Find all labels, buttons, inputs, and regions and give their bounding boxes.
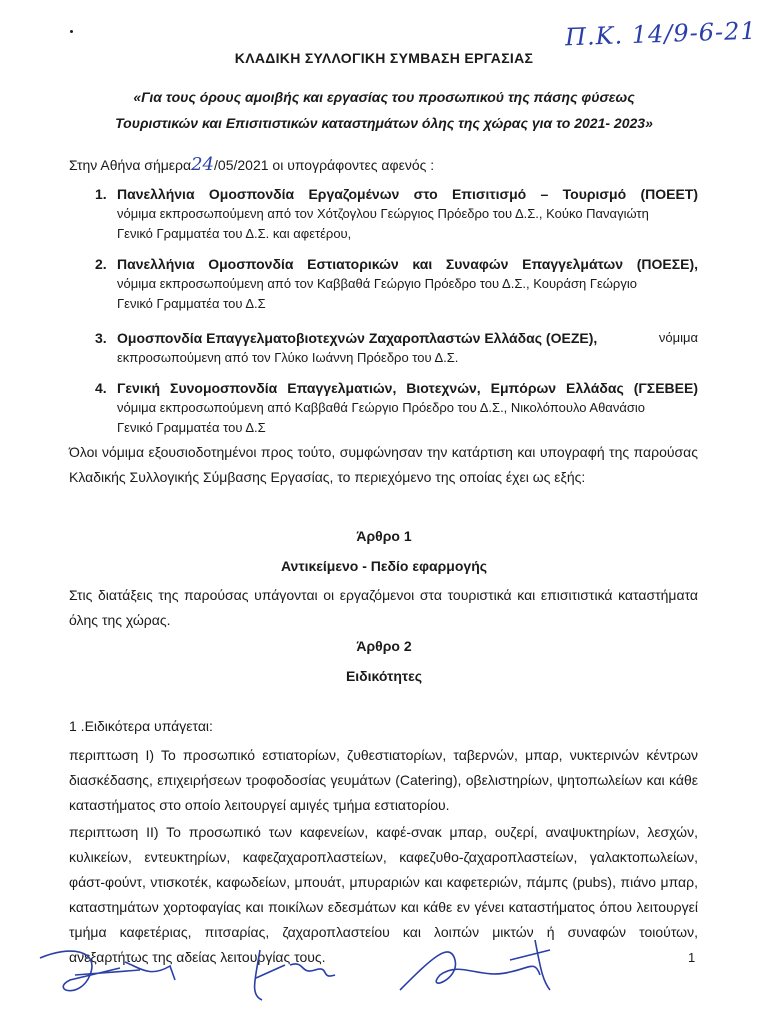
party-name: Πανελλήνια Ομοσπονδία Εργαζομένων στο Επισιτισμό – Τουρισμό (ΠΟΕΕΤ) — [117, 186, 698, 202]
intro-after: /05/2021 οι υπογράφοντες αφενός : — [214, 157, 435, 173]
party-secretary: Γενικό Γραμματέα του Δ.Σ — [117, 420, 266, 435]
intro-before: Στην Αθήνα σήμερα — [69, 157, 192, 173]
party-number: 4. — [95, 380, 107, 396]
signature-1 — [40, 951, 175, 991]
party-item — [95, 254, 698, 314]
party-representation: εκπροσωπούμενη από τον Γλύκο Ιωάννη Πρόεδρο του Δ.Σ. — [117, 350, 459, 365]
article-1-text: Στις διατάξεις της παρούσας υπάγονται οι εργαζόμενοι στα τουριστικά και επισιτιστικά καταστήματα όλης της χώρας. — [69, 587, 698, 628]
article-2-case-1: περιπτωση Ι) Το προσωπικό εστιατορίων, ζυθεστιατορίων, ταβερνών, μπαρ, νυκτερινών κέντρων διασκέδασης, επιχειρήσεων τροφοδοσίας γευμάτων (Catering), οβελιστηρίων, ψητοπωλείων και κάθε καταστήματος στο οποίο λειτουργεί αμιγές τμήμα εστιατορίου. — [69, 747, 698, 813]
subtitle-line-1: «Για τους όρους αμοιβής και εργασίας του προσωπικού της πάσης φύσεως — [133, 89, 635, 105]
party-name: Πανελλήνια Ομοσπονδία Εστιατορικών και Συναφών Επαγγελμάτων (ΠΟΕΣΕ), — [117, 256, 698, 272]
handwritten-signatures — [30, 920, 590, 1020]
subtitle-line-2: Τουριστικών και Επισιτιστικών καταστημάτων όλης της χώρας για το 2021- 2023» — [115, 115, 653, 131]
party-secretary: Γενικό Γραμματέα του Δ.Σ. και αφετέρου, — [117, 226, 352, 241]
party-name: Γενική Συνομοσπονδία Επαγγελματιών, Βιοτεχνών, Εμπόρων Ελλάδας (ΓΣΕΒΕΕ) — [117, 380, 698, 396]
party-name-suffix: νόμιμα — [658, 330, 698, 345]
party-name-row — [117, 328, 698, 348]
article-1-heading: Άρθρο 1 — [356, 528, 412, 544]
intro-line — [69, 154, 434, 175]
document-subtitle — [60, 84, 708, 136]
scan-speck — [70, 30, 73, 33]
party-secretary: Γενικό Γραμματέα του Δ.Σ — [117, 296, 266, 311]
party-number: 2. — [95, 256, 107, 272]
party-name: Ομοσπονδία Επαγγελματοβιοτεχνών Ζαχαροπλαστών Ελλάδας (ΟΕΖΕ), — [117, 330, 598, 346]
parties-list — [95, 184, 698, 448]
document-title: ΚΛΑΔΙΚΗ ΣΥΛΛΟΓΙΚΗ ΣΥΜΒΑΣΗ ΕΡΓΑΣΙΑΣ — [234, 50, 534, 66]
party-number: 3. — [95, 330, 107, 346]
party-representation: νόμιμα εκπροσωπούμενη από τον Καββαθά Γεώργιο Πρόεδρο του Δ.Σ., Κουράση Γεώργιο — [117, 276, 637, 291]
party-item — [95, 328, 698, 368]
article-2-case-2: περιπτωση ΙΙ) Το προσωπικό των καφενείων, καφέ-σνακ μπαρ, ουζερί, αναψυκτηρίων, λεσχών, κυλικείων, εντευκτηρίων, καφεζαχαροπλαστείων, καφεζυθο-ζαχαροπλαστείων, γαλακτοπωλείων, φάστ-φούντ, ντισκοτέκ, καφωδείων, μπουάτ, μπυραριών και καφετεριών, πάμπς (pubs), πιάνο μπαρ, καταστημάτων χορτοφαγίας και ποικίλων εδεσμάτων και κάθε εν γένει καταστήματος όπου λειτουργεί τμήμα καφετέριας, πιτσαρίας, ζαχαροπλαστείου και λοιπών μικτών ή συναφών τοιούτων, ανεξαρτήτως της αδείας λειτουργίας τους. — [69, 824, 698, 965]
party-number: 1. — [95, 186, 107, 202]
party-representation: νόμιμα εκπροσωπούμενη από τον Χότζογλου Γεώργιος Πρόεδρο του Δ.Σ., Κούκο Παναγιώτη — [117, 206, 649, 221]
page-number: 1 — [688, 950, 696, 965]
party-representation: νόμιμα εκπροσωπούμενη από Καββαθά Γεώργιο Πρόεδρο του Δ.Σ., Νικολόπουλο Αθανάσιο — [117, 400, 645, 415]
article-2-heading: Άρθρο 2 — [356, 638, 412, 654]
article-2-item-1: 1 .Ειδικότερα υπάγεται: — [69, 718, 213, 734]
agreement-paragraph: Όλοι νόμιμα εξουσιοδοτημένοι προς τούτο, συμφώνησαν την κατάρτιση και υπογραφή της παρούσας Κλαδικής Συλλογικής Σύμβασης Εργασίας, το περιεχόμενο της οποίας έχει ως εξής: — [69, 444, 698, 485]
signature-3 — [400, 940, 550, 990]
article-2-subheading: Ειδικότητες — [345, 668, 423, 684]
signature-2 — [255, 950, 335, 1000]
handwritten-day: 24 — [191, 154, 215, 175]
handwritten-reference-note: Π.Κ. 14/9-6-21 — [564, 16, 758, 52]
party-item — [95, 378, 698, 438]
party-item — [95, 184, 698, 244]
article-1-subheading: Αντικείμενο - Πεδίο εφαρμογής — [280, 558, 488, 574]
